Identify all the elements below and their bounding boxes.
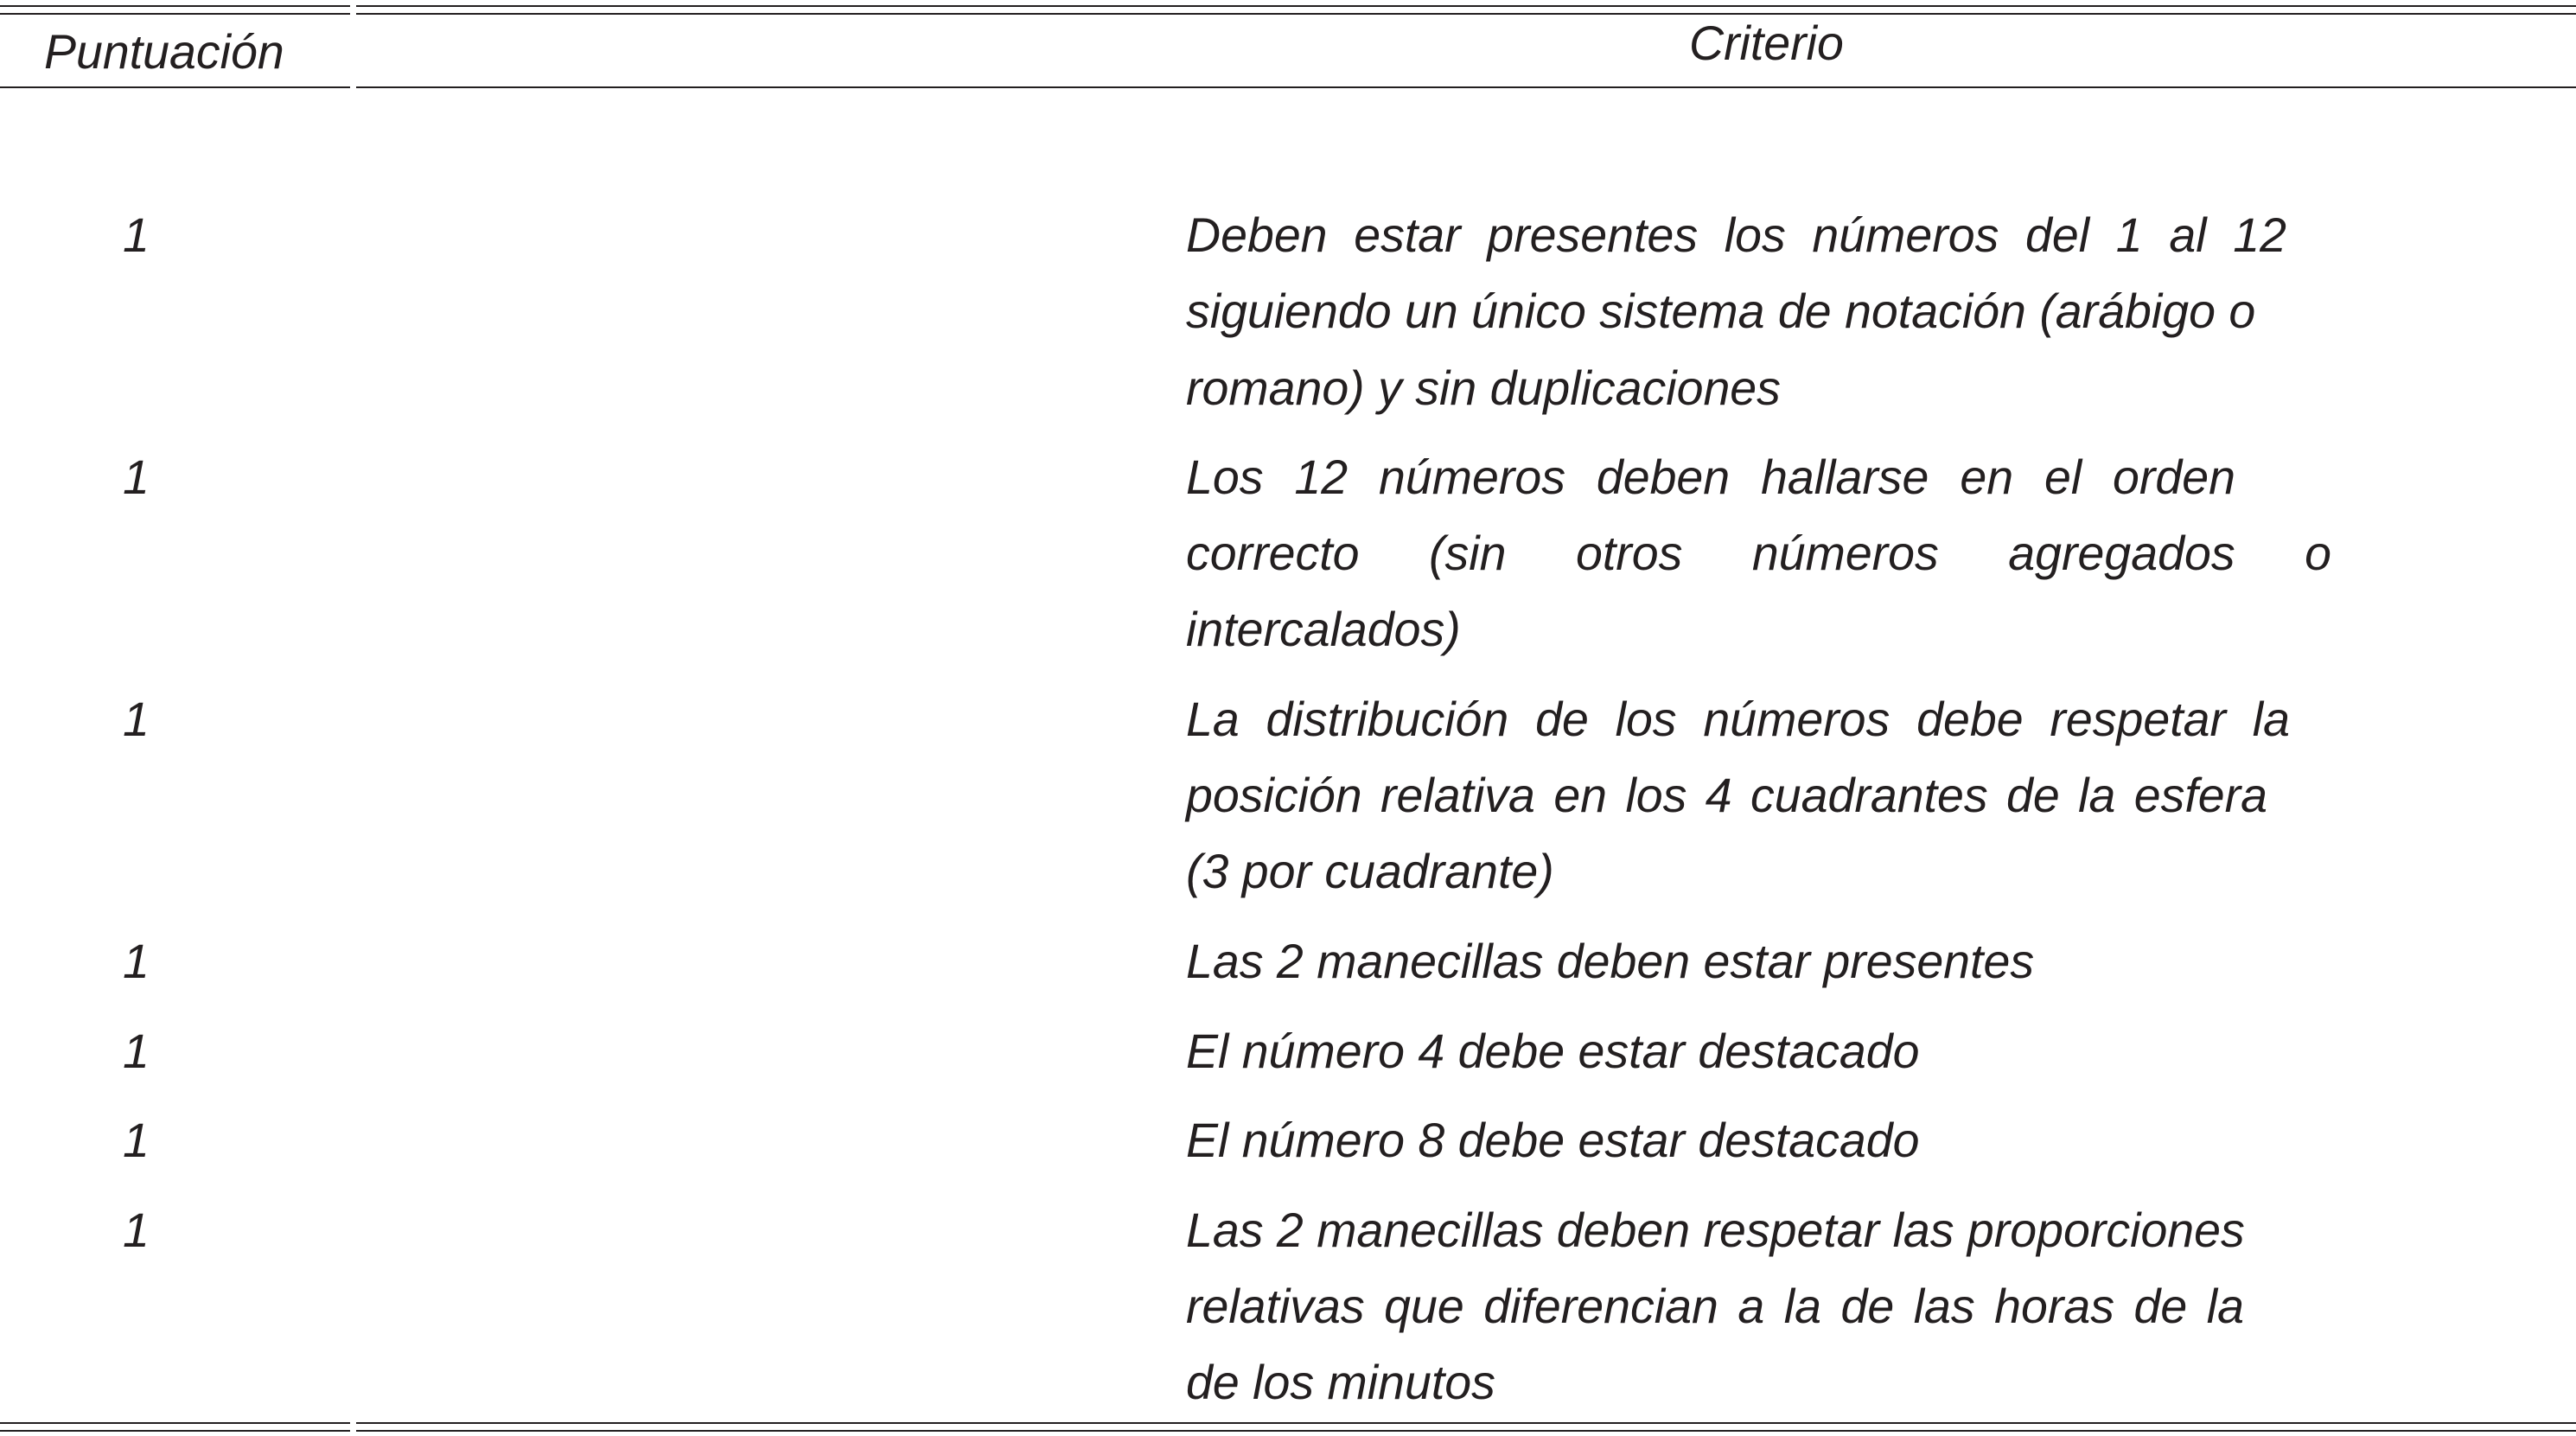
top-rule-outer-right [356,5,2576,7]
criterion-line: de los minutos [1186,1356,1495,1410]
score-cell: 1 [123,692,150,747]
score-cell: 1 [123,208,150,263]
criterion-cell [1186,197,2576,425]
table-row [0,197,2576,439]
criterion-line: Los 12 números deben hallarse en el orden [1186,450,2235,505]
table-row [0,439,2576,681]
top-rule-inner-left [0,13,350,15]
criterion-line: siguiendo un único sistema de notación (arábigo o [1186,284,2256,339]
criterion-cell [1186,439,2576,667]
bottom-rule-outer-left [0,1430,350,1432]
criterion-line: Deben estar presentes los números del 1 al 12 [1186,208,2286,263]
header-rule-left [0,86,350,88]
score-cell: 1 [123,450,150,505]
criterion-line: El número 8 debe estar destacado [1186,1114,1920,1168]
criterion-line: Las 2 manecillas deben respetar las proporciones [1186,1203,2245,1258]
table-row [0,1192,2576,1420]
header-criterion: Criterio [1689,16,1844,71]
criterion-line: El número 4 debe estar destacado [1186,1024,1920,1078]
table-row [0,681,2576,923]
bottom-rule-outer-right [356,1430,2576,1432]
top-rule-outer-left [0,5,350,7]
score-cell: 1 [123,1114,150,1168]
criterion-line: correcto (sin otros números agregados o [1186,527,2331,581]
score-cell: 1 [123,935,150,989]
criterion-line: La distribución de los números debe respetar la [1186,692,2290,747]
table-row [0,923,2576,1013]
criterion-line: posición relativa en los 4 cuadrantes de la esfera [1186,769,2267,823]
bottom-rule-inner-right [356,1422,2576,1424]
criterion-line: intercalados) [1186,603,1461,657]
criterion-cell [1186,1192,2576,1420]
criterion-line: relativas que diferencian a la de las horas de la [1186,1280,2244,1334]
criterion-line: Las 2 manecillas deben estar presentes [1186,935,2035,989]
header-score: Puntuación [44,24,284,79]
header-rule-right [356,86,2576,88]
criterion-cell [1186,1102,2576,1178]
criterion-cell [1186,1013,2576,1089]
table-row [0,1013,2576,1103]
criterion-line: romano) y sin duplicaciones [1186,361,1781,415]
top-rule-inner-right [356,13,2576,15]
criterion-cell [1186,681,2576,909]
criterion-line: (3 por cuadrante) [1186,845,1554,899]
bottom-rule-inner-left [0,1422,350,1424]
score-cell: 1 [123,1203,150,1258]
table-row [0,1102,2576,1192]
table-body [0,197,2576,1420]
score-cell: 1 [123,1024,150,1078]
criterion-cell [1186,923,2576,999]
